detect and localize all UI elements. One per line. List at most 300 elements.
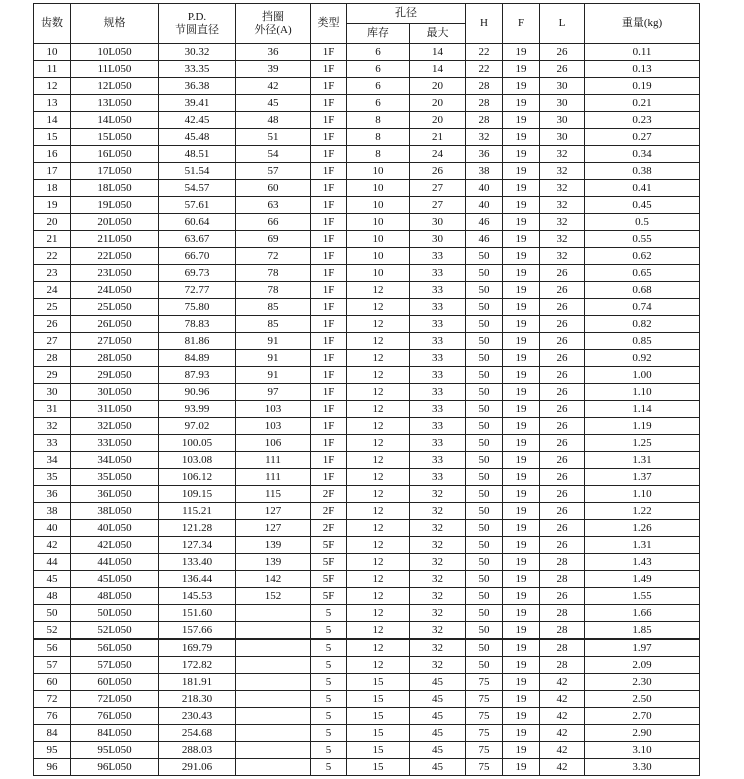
cell-bore-max: 45	[410, 725, 466, 742]
cell-l: 42	[540, 725, 585, 742]
cell-h: 50	[466, 605, 503, 622]
cell-type: 1F	[311, 146, 347, 163]
cell-pitch-diameter: 133.40	[159, 554, 236, 571]
table-row	[34, 146, 700, 163]
cell-type: 1F	[311, 401, 347, 418]
cell-weight: 2.30	[585, 674, 700, 691]
cell-l: 26	[540, 520, 585, 537]
cell-outer-diameter	[236, 639, 311, 657]
cell-spec: 20L050	[71, 214, 159, 231]
cell-pitch-diameter: 33.35	[159, 61, 236, 78]
cell-pitch-diameter: 81.86	[159, 333, 236, 350]
cell-weight: 1.22	[585, 503, 700, 520]
cell-pitch-diameter: 60.64	[159, 214, 236, 231]
cell-weight: 1.10	[585, 486, 700, 503]
cell-teeth: 72	[34, 691, 71, 708]
cell-teeth: 25	[34, 299, 71, 316]
cell-l: 42	[540, 759, 585, 776]
cell-spec: 84L050	[71, 725, 159, 742]
cell-bore-max: 20	[410, 112, 466, 129]
cell-h: 28	[466, 112, 503, 129]
cell-bore-max: 27	[410, 180, 466, 197]
cell-type: 5	[311, 639, 347, 657]
cell-bore-stock: 12	[347, 554, 410, 571]
cell-outer-diameter: 42	[236, 78, 311, 95]
cell-spec: 22L050	[71, 248, 159, 265]
cell-type: 1F	[311, 418, 347, 435]
cell-outer-diameter	[236, 657, 311, 674]
table-row	[34, 435, 700, 452]
table-row	[34, 299, 700, 316]
cell-bore-stock: 15	[347, 742, 410, 759]
cell-f: 19	[503, 486, 540, 503]
cell-type: 2F	[311, 486, 347, 503]
cell-bore-stock: 12	[347, 622, 410, 640]
cell-teeth: 50	[34, 605, 71, 622]
cell-spec: 25L050	[71, 299, 159, 316]
cell-bore-stock: 10	[347, 231, 410, 248]
cell-spec: 40L050	[71, 520, 159, 537]
cell-f: 19	[503, 197, 540, 214]
cell-bore-stock: 12	[347, 316, 410, 333]
cell-l: 32	[540, 231, 585, 248]
cell-type: 1F	[311, 112, 347, 129]
cell-l: 26	[540, 418, 585, 435]
cell-h: 46	[466, 231, 503, 248]
cell-bore-max: 33	[410, 469, 466, 486]
cell-type: 1F	[311, 452, 347, 469]
cell-weight: 1.14	[585, 401, 700, 418]
cell-bore-max: 32	[410, 605, 466, 622]
cell-h: 50	[466, 469, 503, 486]
cell-f: 19	[503, 163, 540, 180]
cell-l: 32	[540, 248, 585, 265]
cell-weight: 0.34	[585, 146, 700, 163]
cell-bore-stock: 15	[347, 708, 410, 725]
cell-f: 19	[503, 44, 540, 61]
cell-spec: 57L050	[71, 657, 159, 674]
table-row	[34, 622, 700, 640]
cell-weight: 2.70	[585, 708, 700, 725]
cell-l: 26	[540, 44, 585, 61]
cell-outer-diameter	[236, 622, 311, 640]
cell-l: 26	[540, 401, 585, 418]
table-row	[34, 367, 700, 384]
cell-f: 19	[503, 418, 540, 435]
cell-outer-diameter	[236, 759, 311, 776]
cell-outer-diameter: 139	[236, 537, 311, 554]
cell-f: 19	[503, 265, 540, 282]
cell-h: 22	[466, 61, 503, 78]
cell-bore-max: 30	[410, 231, 466, 248]
cell-type: 5	[311, 725, 347, 742]
cell-bore-stock: 12	[347, 435, 410, 452]
cell-h: 50	[466, 333, 503, 350]
table-row	[34, 282, 700, 299]
cell-spec: 14L050	[71, 112, 159, 129]
cell-pitch-diameter: 109.15	[159, 486, 236, 503]
cell-bore-stock: 10	[347, 163, 410, 180]
cell-l: 42	[540, 708, 585, 725]
cell-teeth: 33	[34, 435, 71, 452]
cell-bore-max: 45	[410, 759, 466, 776]
cell-pitch-diameter: 157.66	[159, 622, 236, 640]
cell-spec: 27L050	[71, 333, 159, 350]
table-row	[34, 486, 700, 503]
cell-l: 30	[540, 129, 585, 146]
cell-l: 26	[540, 503, 585, 520]
header-outer-diameter	[236, 4, 311, 44]
cell-outer-diameter: 66	[236, 214, 311, 231]
cell-h: 32	[466, 129, 503, 146]
table-row	[34, 708, 700, 725]
cell-l: 26	[540, 299, 585, 316]
cell-type: 5	[311, 622, 347, 640]
cell-h: 50	[466, 657, 503, 674]
cell-teeth: 76	[34, 708, 71, 725]
cell-pitch-diameter: 78.83	[159, 316, 236, 333]
cell-bore-stock: 6	[347, 44, 410, 61]
cell-type: 1F	[311, 78, 347, 95]
cell-type: 1F	[311, 333, 347, 350]
cell-bore-stock: 10	[347, 197, 410, 214]
cell-l: 28	[540, 554, 585, 571]
cell-bore-max: 14	[410, 61, 466, 78]
cell-spec: 95L050	[71, 742, 159, 759]
cell-h: 50	[466, 265, 503, 282]
cell-f: 19	[503, 657, 540, 674]
cell-f: 19	[503, 78, 540, 95]
table-row	[34, 197, 700, 214]
cell-f: 19	[503, 231, 540, 248]
cell-weight: 1.49	[585, 571, 700, 588]
table-row	[34, 44, 700, 61]
cell-weight: 0.38	[585, 163, 700, 180]
cell-bore-stock: 12	[347, 333, 410, 350]
cell-type: 5	[311, 691, 347, 708]
cell-teeth: 26	[34, 316, 71, 333]
cell-l: 26	[540, 469, 585, 486]
cell-h: 50	[466, 367, 503, 384]
cell-h: 40	[466, 180, 503, 197]
cell-bore-max: 33	[410, 299, 466, 316]
cell-type: 1F	[311, 44, 347, 61]
cell-spec: 15L050	[71, 129, 159, 146]
cell-pitch-diameter: 136.44	[159, 571, 236, 588]
cell-outer-diameter: 97	[236, 384, 311, 401]
cell-pitch-diameter: 106.12	[159, 469, 236, 486]
table-row	[34, 78, 700, 95]
table-row	[34, 112, 700, 129]
cell-type: 5F	[311, 588, 347, 605]
cell-bore-stock: 8	[347, 129, 410, 146]
cell-teeth: 36	[34, 486, 71, 503]
cell-l: 28	[540, 639, 585, 657]
cell-h: 50	[466, 571, 503, 588]
cell-l: 28	[540, 657, 585, 674]
cell-weight: 1.66	[585, 605, 700, 622]
cell-h: 22	[466, 44, 503, 61]
cell-type: 5	[311, 657, 347, 674]
header-weight: 重量(kg)	[585, 4, 700, 44]
table-row	[34, 469, 700, 486]
cell-type: 2F	[311, 503, 347, 520]
cell-spec: 38L050	[71, 503, 159, 520]
cell-teeth: 32	[34, 418, 71, 435]
cell-outer-diameter: 127	[236, 503, 311, 520]
cell-outer-diameter: 152	[236, 588, 311, 605]
cell-type: 1F	[311, 95, 347, 112]
cell-weight: 1.31	[585, 452, 700, 469]
cell-weight: 0.21	[585, 95, 700, 112]
cell-weight: 0.19	[585, 78, 700, 95]
cell-spec: 30L050	[71, 384, 159, 401]
cell-teeth: 60	[34, 674, 71, 691]
cell-h: 50	[466, 299, 503, 316]
cell-f: 19	[503, 299, 540, 316]
cell-spec: 52L050	[71, 622, 159, 640]
cell-bore-max: 32	[410, 588, 466, 605]
cell-bore-max: 32	[410, 571, 466, 588]
cell-type: 1F	[311, 180, 347, 197]
cell-bore-stock: 12	[347, 639, 410, 657]
cell-outer-diameter: 72	[236, 248, 311, 265]
cell-teeth: 16	[34, 146, 71, 163]
cell-l: 32	[540, 197, 585, 214]
cell-teeth: 13	[34, 95, 71, 112]
cell-h: 36	[466, 146, 503, 163]
cell-spec: 35L050	[71, 469, 159, 486]
cell-l: 26	[540, 537, 585, 554]
cell-bore-stock: 12	[347, 401, 410, 418]
cell-bore-max: 33	[410, 401, 466, 418]
cell-l: 30	[540, 78, 585, 95]
table-row	[34, 129, 700, 146]
cell-f: 19	[503, 282, 540, 299]
cell-type: 2F	[311, 520, 347, 537]
cell-f: 19	[503, 435, 540, 452]
cell-h: 50	[466, 486, 503, 503]
header-pd-line2: 节圆直径	[175, 23, 219, 36]
cell-type: 1F	[311, 299, 347, 316]
cell-l: 26	[540, 350, 585, 367]
cell-bore-stock: 10	[347, 248, 410, 265]
cell-pitch-diameter: 30.32	[159, 44, 236, 61]
table-row	[34, 571, 700, 588]
cell-outer-diameter: 111	[236, 469, 311, 486]
cell-teeth: 21	[34, 231, 71, 248]
cell-l: 26	[540, 333, 585, 350]
cell-outer-diameter: 103	[236, 401, 311, 418]
cell-outer-diameter: 78	[236, 265, 311, 282]
cell-teeth: 22	[34, 248, 71, 265]
cell-bore-max: 45	[410, 708, 466, 725]
cell-pitch-diameter: 69.73	[159, 265, 236, 282]
cell-bore-max: 24	[410, 146, 466, 163]
cell-outer-diameter: 54	[236, 146, 311, 163]
cell-outer-diameter: 106	[236, 435, 311, 452]
cell-weight: 1.26	[585, 520, 700, 537]
cell-bore-max: 27	[410, 197, 466, 214]
cell-h: 50	[466, 503, 503, 520]
header-teeth: 齿数	[34, 4, 71, 44]
cell-bore-max: 20	[410, 78, 466, 95]
cell-type: 5F	[311, 571, 347, 588]
cell-bore-stock: 6	[347, 61, 410, 78]
cell-weight: 0.41	[585, 180, 700, 197]
table-row	[34, 231, 700, 248]
cell-pitch-diameter: 291.06	[159, 759, 236, 776]
cell-weight: 0.74	[585, 299, 700, 316]
cell-teeth: 38	[34, 503, 71, 520]
cell-teeth: 40	[34, 520, 71, 537]
cell-spec: 42L050	[71, 537, 159, 554]
cell-type: 1F	[311, 214, 347, 231]
cell-weight: 1.19	[585, 418, 700, 435]
cell-weight: 1.97	[585, 639, 700, 657]
cell-spec: 29L050	[71, 367, 159, 384]
cell-teeth: 84	[34, 725, 71, 742]
cell-f: 19	[503, 503, 540, 520]
table-row	[34, 401, 700, 418]
cell-bore-max: 21	[410, 129, 466, 146]
table-row	[34, 333, 700, 350]
cell-outer-diameter	[236, 691, 311, 708]
cell-pitch-diameter: 151.60	[159, 605, 236, 622]
cell-spec: 28L050	[71, 350, 159, 367]
cell-type: 1F	[311, 469, 347, 486]
cell-f: 19	[503, 61, 540, 78]
cell-f: 19	[503, 316, 540, 333]
cell-h: 75	[466, 759, 503, 776]
cell-teeth: 20	[34, 214, 71, 231]
cell-h: 50	[466, 452, 503, 469]
cell-weight: 1.25	[585, 435, 700, 452]
cell-outer-diameter: 111	[236, 452, 311, 469]
cell-spec: 50L050	[71, 605, 159, 622]
cell-h: 50	[466, 248, 503, 265]
cell-type: 5	[311, 674, 347, 691]
cell-type: 5F	[311, 554, 347, 571]
cell-h: 75	[466, 691, 503, 708]
header-bore: 孔径	[347, 4, 466, 24]
cell-f: 19	[503, 112, 540, 129]
cell-teeth: 19	[34, 197, 71, 214]
cell-type: 1F	[311, 197, 347, 214]
cell-weight: 1.37	[585, 469, 700, 486]
table-row	[34, 691, 700, 708]
cell-bore-max: 33	[410, 384, 466, 401]
cell-pitch-diameter: 72.77	[159, 282, 236, 299]
cell-l: 26	[540, 384, 585, 401]
cell-bore-max: 33	[410, 435, 466, 452]
cell-f: 19	[503, 95, 540, 112]
cell-pitch-diameter: 42.45	[159, 112, 236, 129]
cell-pitch-diameter: 97.02	[159, 418, 236, 435]
cell-pitch-diameter: 63.67	[159, 231, 236, 248]
header-f: F	[503, 4, 540, 44]
cell-type: 1F	[311, 384, 347, 401]
cell-f: 19	[503, 571, 540, 588]
cell-l: 28	[540, 571, 585, 588]
cell-l: 26	[540, 316, 585, 333]
cell-pitch-diameter: 218.30	[159, 691, 236, 708]
cell-teeth: 17	[34, 163, 71, 180]
cell-f: 19	[503, 537, 540, 554]
cell-h: 75	[466, 708, 503, 725]
cell-weight: 0.55	[585, 231, 700, 248]
cell-bore-stock: 15	[347, 725, 410, 742]
cell-outer-diameter: 36	[236, 44, 311, 61]
table-row	[34, 657, 700, 674]
cell-spec: 10L050	[71, 44, 159, 61]
cell-pitch-diameter: 254.68	[159, 725, 236, 742]
cell-outer-diameter: 39	[236, 61, 311, 78]
cell-type: 1F	[311, 350, 347, 367]
cell-f: 19	[503, 742, 540, 759]
cell-bore-stock: 15	[347, 759, 410, 776]
cell-spec: 21L050	[71, 231, 159, 248]
cell-type: 5	[311, 708, 347, 725]
cell-pitch-diameter: 39.41	[159, 95, 236, 112]
header-bore-stock: 库存	[347, 24, 410, 44]
table-row	[34, 503, 700, 520]
cell-pitch-diameter: 181.91	[159, 674, 236, 691]
cell-pitch-diameter: 87.93	[159, 367, 236, 384]
cell-teeth: 48	[34, 588, 71, 605]
cell-spec: 33L050	[71, 435, 159, 452]
cell-pitch-diameter: 48.51	[159, 146, 236, 163]
cell-bore-stock: 12	[347, 367, 410, 384]
cell-outer-diameter: 60	[236, 180, 311, 197]
cell-bore-max: 33	[410, 367, 466, 384]
cell-spec: 44L050	[71, 554, 159, 571]
cell-outer-diameter	[236, 742, 311, 759]
table-row	[34, 725, 700, 742]
cell-pitch-diameter: 93.99	[159, 401, 236, 418]
cell-h: 75	[466, 725, 503, 742]
cell-spec: 96L050	[71, 759, 159, 776]
cell-bore-stock: 12	[347, 657, 410, 674]
cell-pitch-diameter: 45.48	[159, 129, 236, 146]
cell-h: 50	[466, 418, 503, 435]
cell-l: 42	[540, 742, 585, 759]
cell-bore-stock: 15	[347, 674, 410, 691]
cell-bore-max: 26	[410, 163, 466, 180]
cell-bore-stock: 12	[347, 350, 410, 367]
cell-pitch-diameter: 169.79	[159, 639, 236, 657]
cell-teeth: 28	[34, 350, 71, 367]
cell-f: 19	[503, 333, 540, 350]
cell-pitch-diameter: 90.96	[159, 384, 236, 401]
table-row	[34, 520, 700, 537]
cell-type: 1F	[311, 163, 347, 180]
cell-bore-max: 33	[410, 316, 466, 333]
cell-type: 1F	[311, 265, 347, 282]
header-h: H	[466, 4, 503, 44]
table-row	[34, 759, 700, 776]
cell-teeth: 10	[34, 44, 71, 61]
table-row	[34, 639, 700, 657]
cell-weight: 3.10	[585, 742, 700, 759]
cell-spec: 17L050	[71, 163, 159, 180]
cell-bore-max: 30	[410, 214, 466, 231]
cell-type: 1F	[311, 61, 347, 78]
cell-spec: 12L050	[71, 78, 159, 95]
cell-pitch-diameter: 127.34	[159, 537, 236, 554]
cell-teeth: 11	[34, 61, 71, 78]
cell-weight: 0.11	[585, 44, 700, 61]
